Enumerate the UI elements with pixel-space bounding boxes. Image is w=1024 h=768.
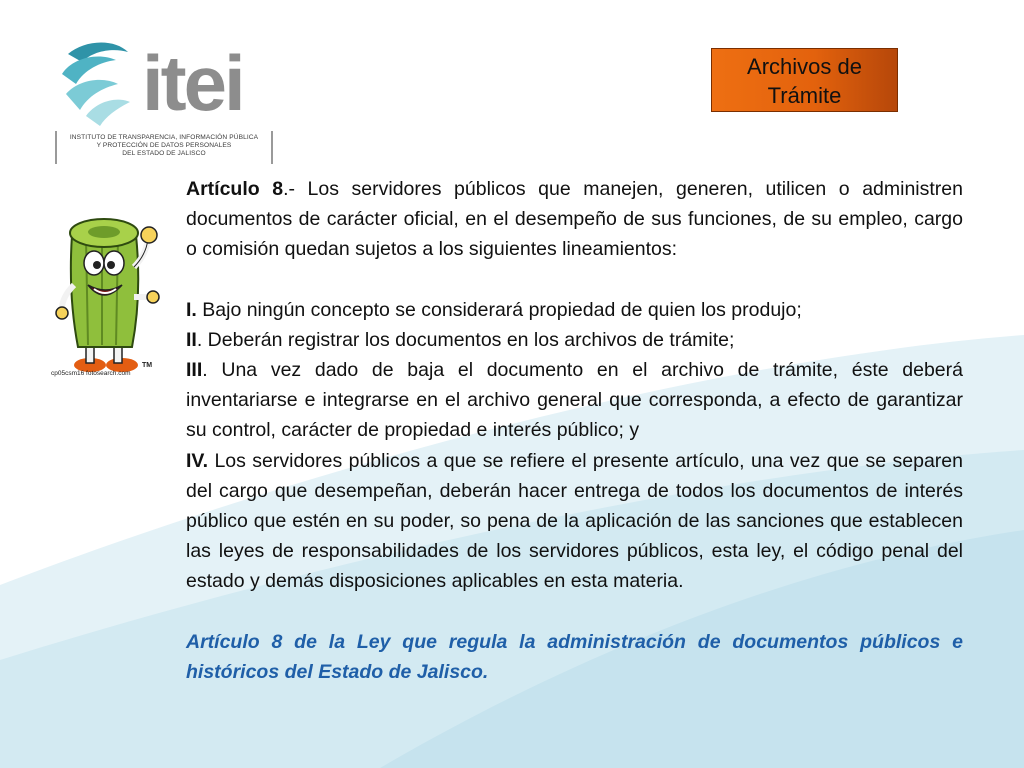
itei-logo [56,32,276,127]
scroll-mascot-illustration [50,205,160,375]
list-item [186,325,963,355]
article-heading: Artículo 8 [186,178,284,200]
item-text: Los servidores públicos a que se refiere el presente artículo, una vez que se separen del cargo que desempeñan, deberán hacer entrega de todos los documentos de interés público que estén en su poder, so pena de la aplicación de las sanciones que establecen las leyes de responsabilidades de los servidores públicos, esta ley, el código penal del estado y demás disposiciones aplicables en esta materia. [186,449,963,593]
article-intro [186,174,963,265]
badge-line-1: Archivos de [747,54,862,79]
list-item [186,295,963,325]
list-item [186,446,963,597]
list-item [186,355,963,446]
article-text [186,174,963,687]
item-text: . Una vez dado de baja el documento en el archivo de trámite, éste deberá inventariarse e integrarse en el archivo general que corresponda, a efecto de garantizar su control, carácter de propiedad e interés público; y [186,359,963,442]
law-citation: Artículo 8 de la Ley que regula la administración de documentos públicos e históricos del Estado de Jalisco. [186,630,963,683]
badge-line-2: Trámite [767,83,842,108]
article-intro-text: .- Los servidores públicos que manejen, generen, utilicen o administren documentos de carácter oficial, en el desempeño de sus funciones, de su empleo, cargo o comisión quedan sujetos a los siguientes lineamientos: [186,178,963,261]
archivos-de-tramite-badge [711,48,898,112]
logo-swoosh-icon [62,42,130,126]
logo-caption [55,131,273,164]
item-text: Bajo ningún concepto se considerará propiedad de quien los produjo; [196,298,802,321]
item-number: I. [186,298,197,321]
item-number: III [186,359,203,382]
mascot-trademark: TM [142,362,153,369]
item-number: II [186,328,197,351]
logo-wordmark: itei [142,39,243,127]
mascot-credit: cp05csm16 fotosearch.com [51,370,131,377]
item-text: . Deberán registrar los documentos en los archivos de trámite; [196,328,735,351]
item-number: IV. [186,449,209,472]
logo-caption-line: DEL ESTADO DE JALISCO [122,150,206,157]
logo-caption-line: Y PROTECCIÓN DE DATOS PERSONALES [96,142,232,149]
logo-caption-line: INSTITUTO DE TRANSPARENCIA, INFORMACIÓN PÚBLICA [69,134,259,141]
